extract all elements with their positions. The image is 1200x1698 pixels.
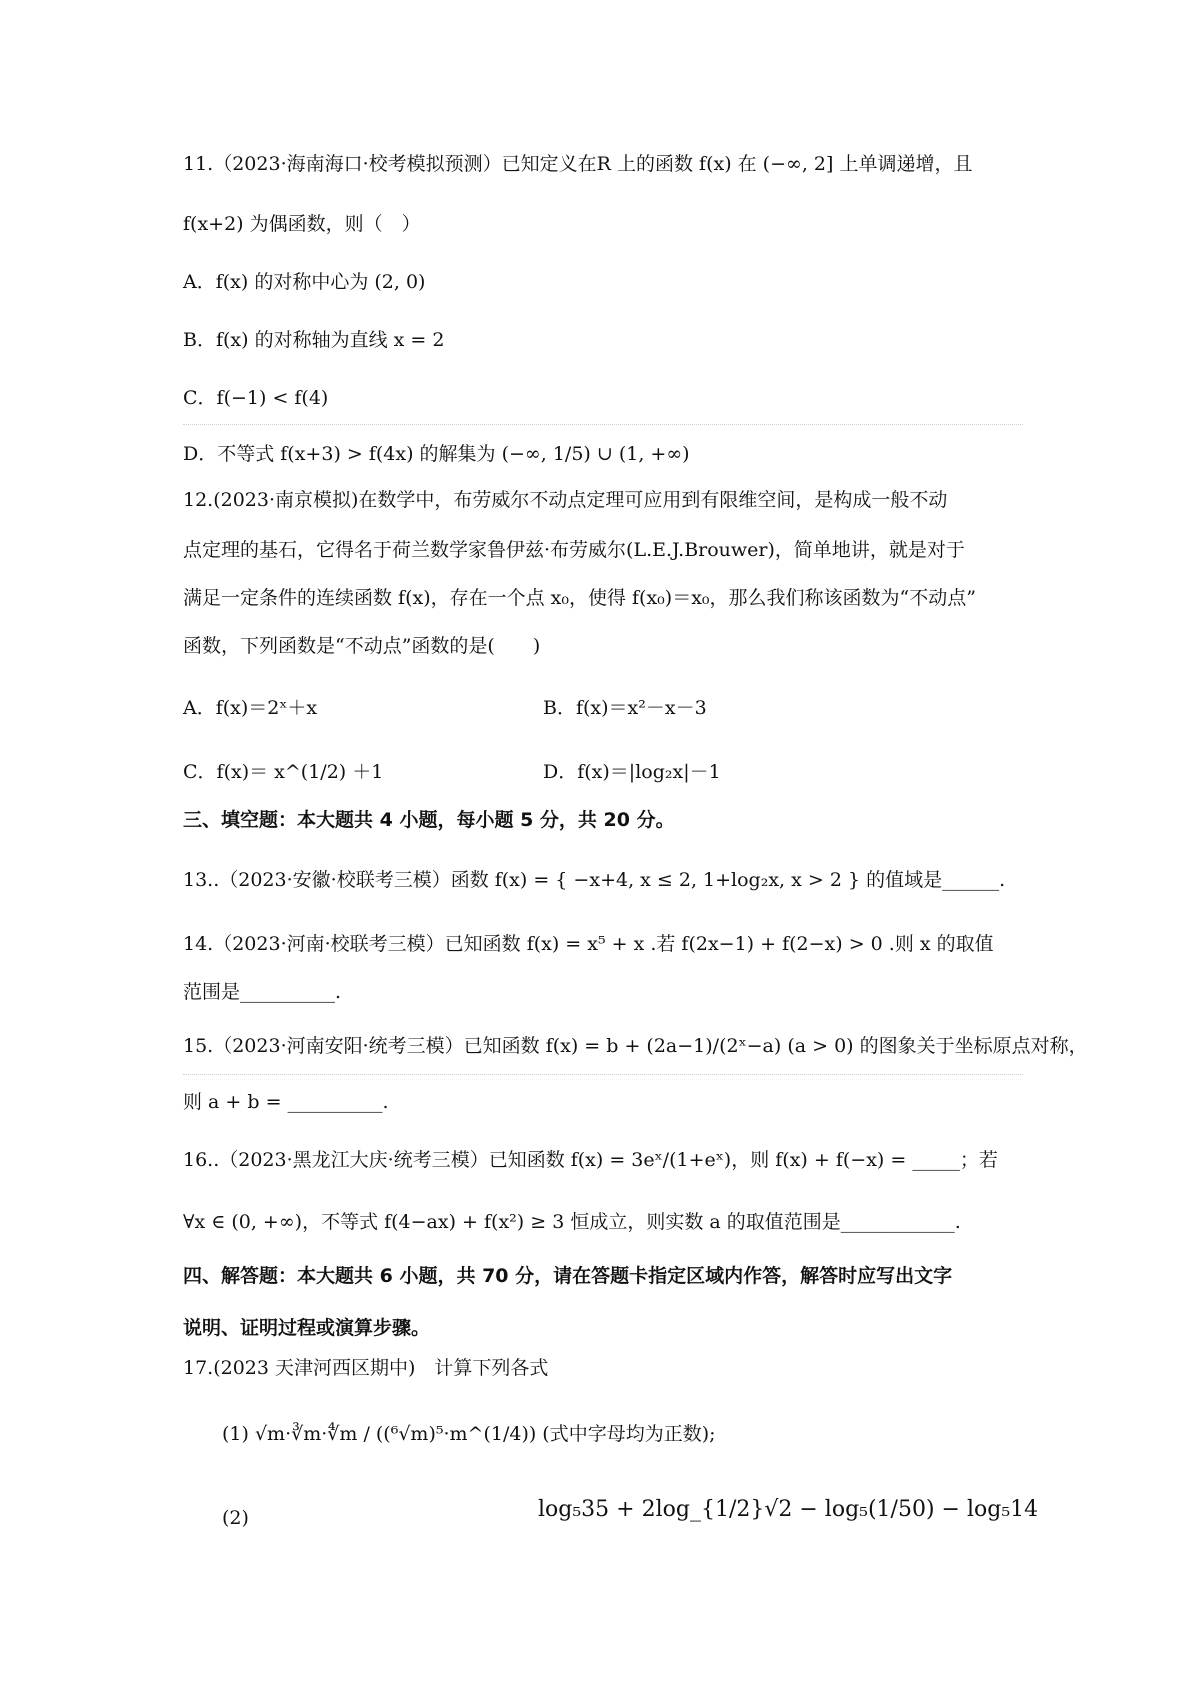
- q17-part2-label: (2): [222, 1507, 249, 1529]
- divider: [183, 424, 1023, 425]
- q14-line2: 范围是__________.: [183, 981, 342, 1003]
- q12-line2: 点定理的基石，它得名于荷兰数学家鲁伊兹·布劳威尔(L.E.J.Brouwer)，简单地讲，就是对于: [183, 539, 965, 561]
- q15-line1: 15.（2023·河南安阳·统考三模）已知函数 f(x) = b + (2a−1)/(2ˣ−a) (a > 0) 的图象关于坐标原点对称，: [183, 1035, 1088, 1057]
- divider: [183, 1074, 1023, 1075]
- q14-line1: 14.（2023·河南·校联考三模）已知函数 f(x) = x⁵ + x .若 f(2x−1) + f(2−x) > 0 .则 x 的取值: [183, 933, 994, 955]
- section4-heading-line1: 四、解答题：本大题共 6 小题，共 70 分，请在答题卡指定区域内作答，解答时应写出文字: [183, 1265, 953, 1287]
- section4-heading-line2: 说明、证明过程或演算步骤。: [183, 1317, 431, 1339]
- q12-option-b: B．f(x)＝x²－x－3: [543, 697, 707, 719]
- q11-stem-line2: f(x+2) 为偶函数，则（ ）: [183, 213, 421, 235]
- q17-part2-expression: log₅35 + 2log_{1/2}√2 − log₅(1/50) − log₅14: [538, 1497, 1039, 1522]
- section3-heading: 三、填空题：本大题共 4 小题，每小题 5 分，共 20 分。: [183, 809, 675, 831]
- q15-line2: 则 a + b = __________.: [183, 1091, 389, 1113]
- q12-line4: 函数，下列函数是“不动点”函数的是( ): [183, 635, 541, 657]
- q12-line1: 12.(2023·南京模拟)在数学中，布劳威尔不动点定理可应用到有限维空间，是构成一般不动: [183, 489, 948, 511]
- q12-option-c: C．f(x)＝ x^(1/2) ＋1: [183, 761, 384, 783]
- q12-option-a: A．f(x)＝2ˣ＋x: [183, 697, 318, 719]
- q12-option-d: D．f(x)＝|log₂x|－1: [543, 761, 721, 783]
- q17-part1: (1) √m·∛m·∜m / ((⁶√m)⁵·m^(1/4)) (式中字母均为正数);: [222, 1423, 716, 1445]
- q11-option-a: A．f(x) 的对称中心为 (2, 0): [183, 271, 426, 293]
- q16-line2: ∀x ∈ (0, +∞)，不等式 f(4−ax) + f(x²) ≥ 3 恒成立，则实数 a 的取值范围是____________.: [183, 1211, 961, 1233]
- q16-line1: 16..（2023·黑龙江大庆·统考三模）已知函数 f(x) = 3eˣ/(1+eˣ)，则 f(x) + f(−x) = _____；若: [183, 1149, 998, 1171]
- q11-option-c: C．f(−1) < f(4): [183, 387, 329, 409]
- q11-stem-line1: 11.（2023·海南海口·校考模拟预测）已知定义在R 上的函数 f(x) 在 (−∞, 2] 上单调递增，且: [183, 153, 973, 175]
- q11-option-d: D．不等式 f(x+3) > f(4x) 的解集为 (−∞, 1/5) ∪ (1, +∞): [183, 443, 690, 465]
- q11-option-b: B．f(x) 的对称轴为直线 x = 2: [183, 329, 445, 351]
- q12-line3: 满足一定条件的连续函数 f(x)，存在一个点 x₀，使得 f(x₀)＝x₀，那么我们称该函数为“不动点”: [183, 587, 976, 609]
- q13-text: 13..（2023·安徽·校联考三模）函数 f(x) = { −x+4, x ≤ 2, 1+log₂x, x > 2 } 的值域是______.: [183, 869, 1006, 891]
- q17-title: 17.(2023 天津河西区期中) 计算下列各式: [183, 1357, 549, 1379]
